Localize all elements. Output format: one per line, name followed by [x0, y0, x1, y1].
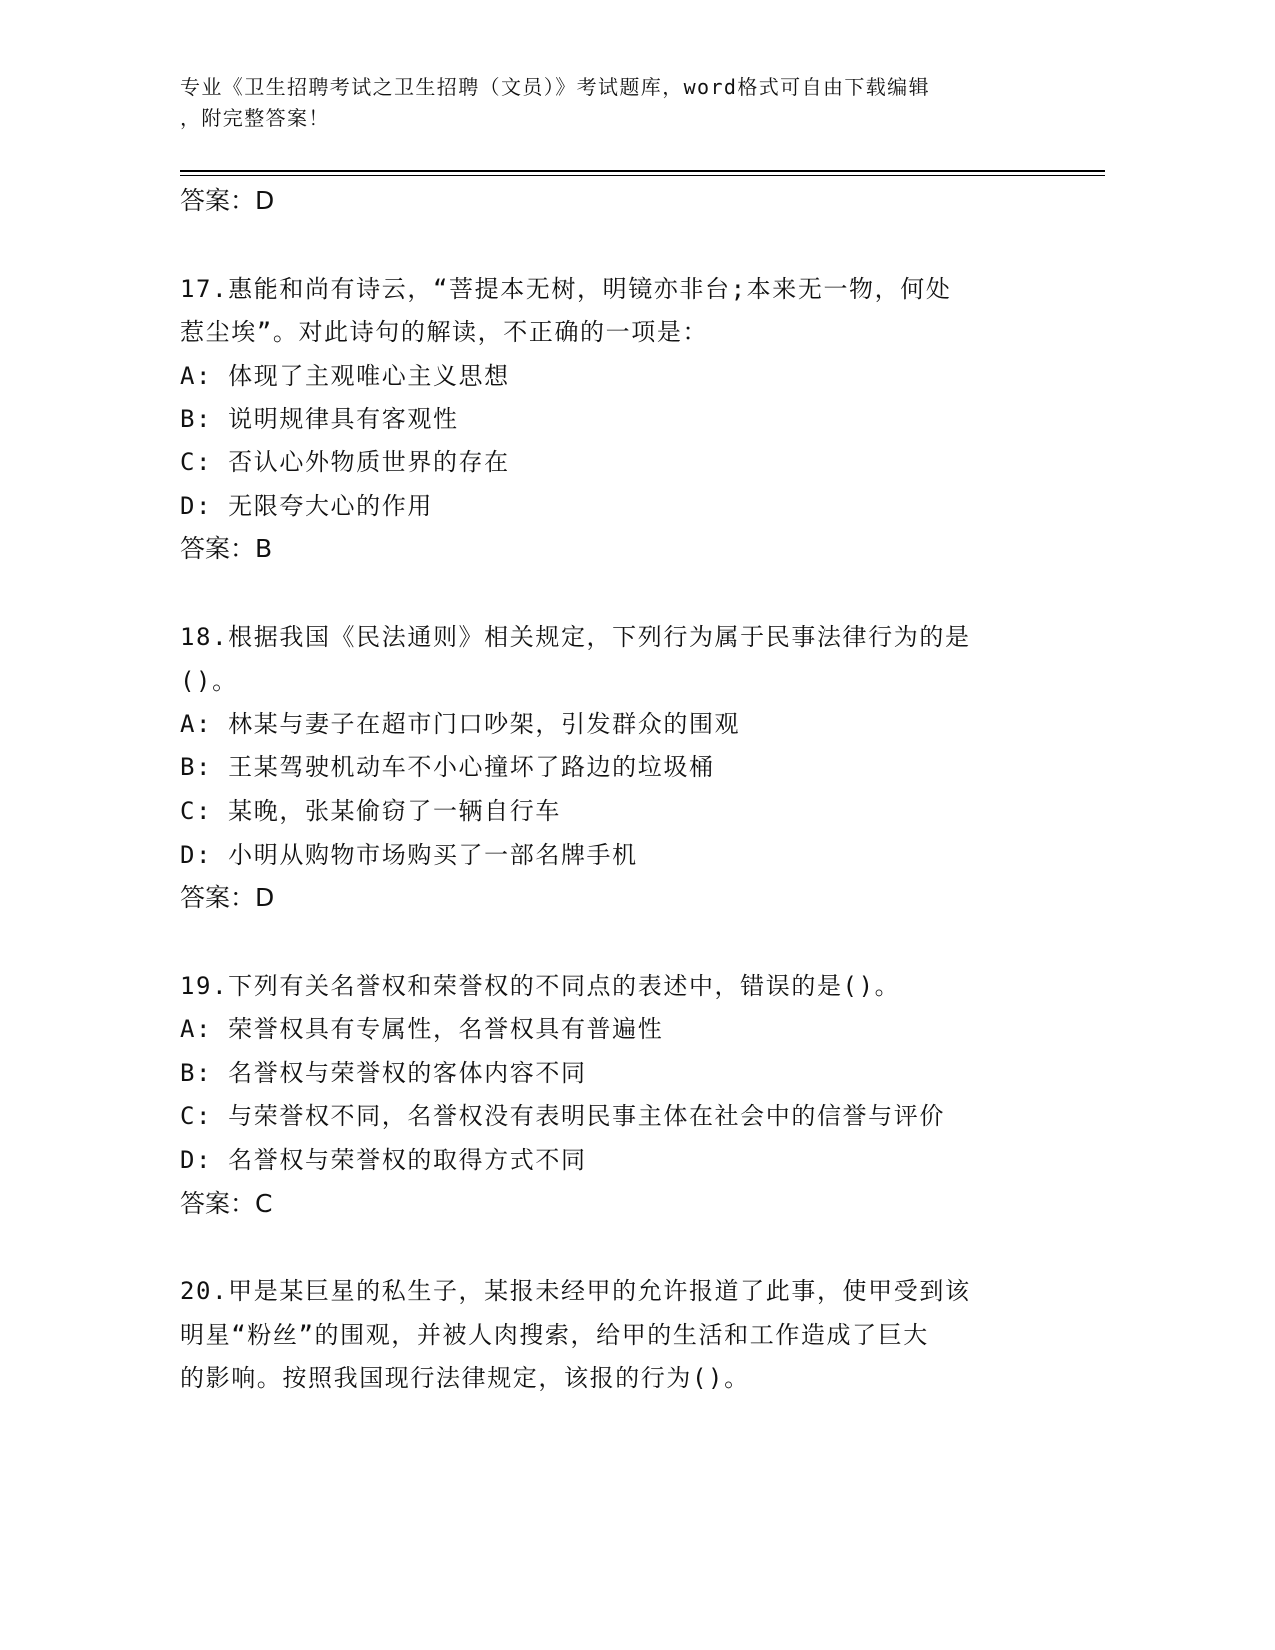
answer: 答案：C — [180, 1189, 273, 1218]
option-d: D: 名誉权与荣誉权的取得方式不同 — [180, 1146, 587, 1174]
answer: 答案：D — [180, 883, 275, 912]
option-a: A: 荣誉权具有专属性，名誉权具有普遍性 — [180, 1015, 664, 1043]
option-a: A: 体现了主观唯心主义思想 — [180, 362, 510, 390]
option-c: C: 否认心外物质世界的存在 — [180, 448, 510, 476]
option-a: A: 林某与妻子在超市门口吵架，引发群众的围观 — [180, 710, 741, 738]
header-line: 专业《卫生招聘考试之卫生招聘（文员）》考试题库，word格式可自由下载编辑 — [180, 75, 930, 99]
question-text: ()。 — [180, 667, 238, 695]
option-c: C: 与荣誉权不同，名誉权没有表明民事主体在社会中的信誉与评价 — [180, 1102, 945, 1130]
option-b: B: 名誉权与荣誉权的客体内容不同 — [180, 1059, 587, 1087]
question-text: 19.下列有关名誉权和荣誉权的不同点的表述中，错误的是()。 — [180, 972, 901, 1000]
divider — [180, 175, 1105, 176]
question-text: 的影响。按照我国现行法律规定，该报的行为()。 — [180, 1364, 750, 1392]
question-text: 20.甲是某巨星的私生子，某报未经甲的允许报道了此事，使甲受到该 — [180, 1277, 971, 1305]
option-c: C: 某晚，张某偷窃了一辆自行车 — [180, 797, 561, 825]
question-text: 明星“粉丝”的围观，并被人肉搜索，给甲的生活和工作造成了巨大 — [180, 1321, 929, 1349]
question-text: 惹尘埃”。对此诗句的解读，不正确的一项是： — [180, 318, 709, 346]
option-d: D: 小明从购物市场购买了一部名牌手机 — [180, 841, 638, 869]
question-text: 17.惠能和尚有诗云，“菩提本无树，明镜亦非台;本来无一物，何处 — [180, 275, 952, 303]
answer: 答案：D — [180, 186, 275, 215]
option-b: B: 说明规律具有客观性 — [180, 405, 459, 433]
option-b: B: 王某驾驶机动车不小心撞坏了路边的垃圾桶 — [180, 753, 715, 781]
option-d: D: 无限夸大心的作用 — [180, 492, 433, 520]
answer: 答案：B — [180, 534, 273, 563]
divider — [180, 170, 1105, 172]
question-text: 18.根据我国《民法通则》相关规定，下列行为属于民事法律行为的是 — [180, 623, 971, 651]
header-line: ，附完整答案！ — [180, 106, 330, 130]
